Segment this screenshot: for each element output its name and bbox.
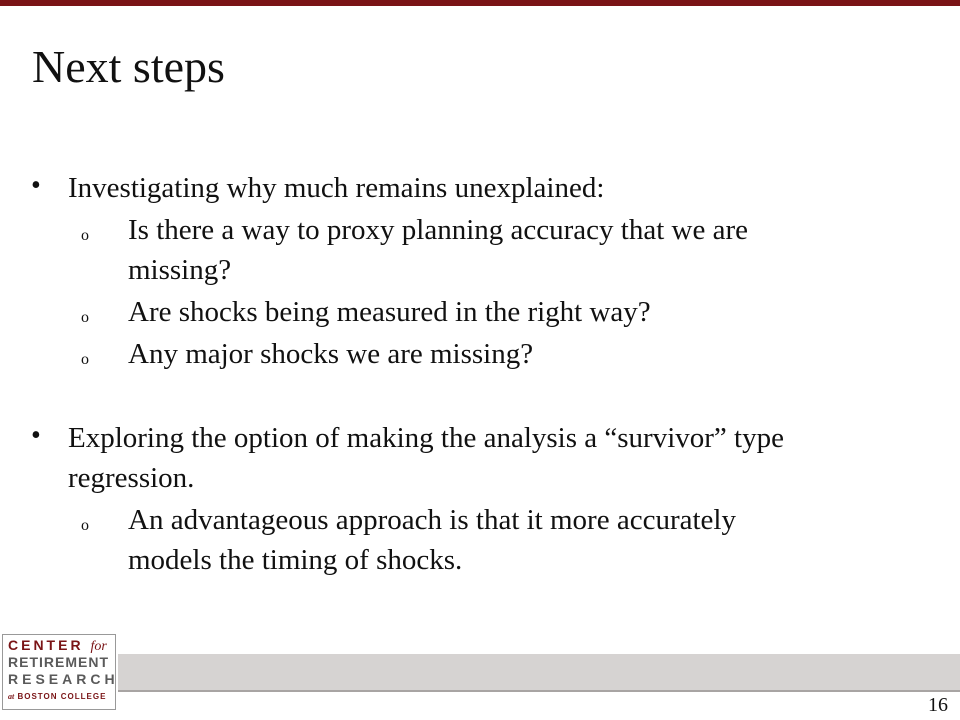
sub-bullet-text: missing? <box>128 254 232 286</box>
footer-divider <box>118 690 960 692</box>
sub-bullet-continuation <box>128 542 462 578</box>
sub-bullet-item <box>81 336 534 372</box>
logo-text-research: RESEARCH <box>8 671 119 687</box>
sub-bullet-text: Any major shocks we are missing? <box>128 338 534 370</box>
bullet-text: regression. <box>68 462 195 494</box>
bullet-text: Investigating why much remains unexplained: <box>68 172 605 204</box>
logo-text-boston-college: BOSTON COLLEGE <box>17 692 107 701</box>
page-number: 16 <box>928 694 948 716</box>
logo-text-retirement: RETIREMENT <box>8 654 109 670</box>
footer-band <box>118 654 960 690</box>
logo-line-center <box>8 637 107 655</box>
sub-bullet-icon: o <box>81 227 89 244</box>
sub-bullet-text: Is there a way to proxy planning accuracy that we are <box>128 214 749 246</box>
bullet-continuation <box>68 460 194 496</box>
center-for-retirement-research-logo <box>2 634 119 710</box>
sub-bullet-icon: o <box>81 517 89 534</box>
logo-text-at: at <box>8 692 15 701</box>
logo-text-center: CENTER <box>8 637 84 653</box>
sub-bullet-continuation <box>128 252 231 288</box>
bullet-icon: • <box>31 170 41 201</box>
sub-bullet-item <box>81 212 749 248</box>
sub-bullet-text: models the timing of shocks. <box>128 544 463 576</box>
logo-line-boston-college <box>8 692 106 701</box>
sub-bullet-icon: o <box>81 351 89 368</box>
sub-bullet-icon: o <box>81 309 89 326</box>
bullet-icon: • <box>31 420 41 451</box>
sub-bullet-text: An advantageous approach is that it more accurately <box>128 504 736 536</box>
bullet-text: Exploring the option of making the analysis a “survivor” type <box>68 422 784 454</box>
bullet-item <box>31 420 784 456</box>
sub-bullet-item <box>81 502 736 538</box>
bullet-item <box>31 170 605 206</box>
sub-bullet-text: Are shocks being measured in the right way? <box>128 296 651 328</box>
slide-title: Next steps <box>32 41 225 92</box>
logo-text-for: for <box>90 639 107 654</box>
sub-bullet-item <box>81 294 651 330</box>
